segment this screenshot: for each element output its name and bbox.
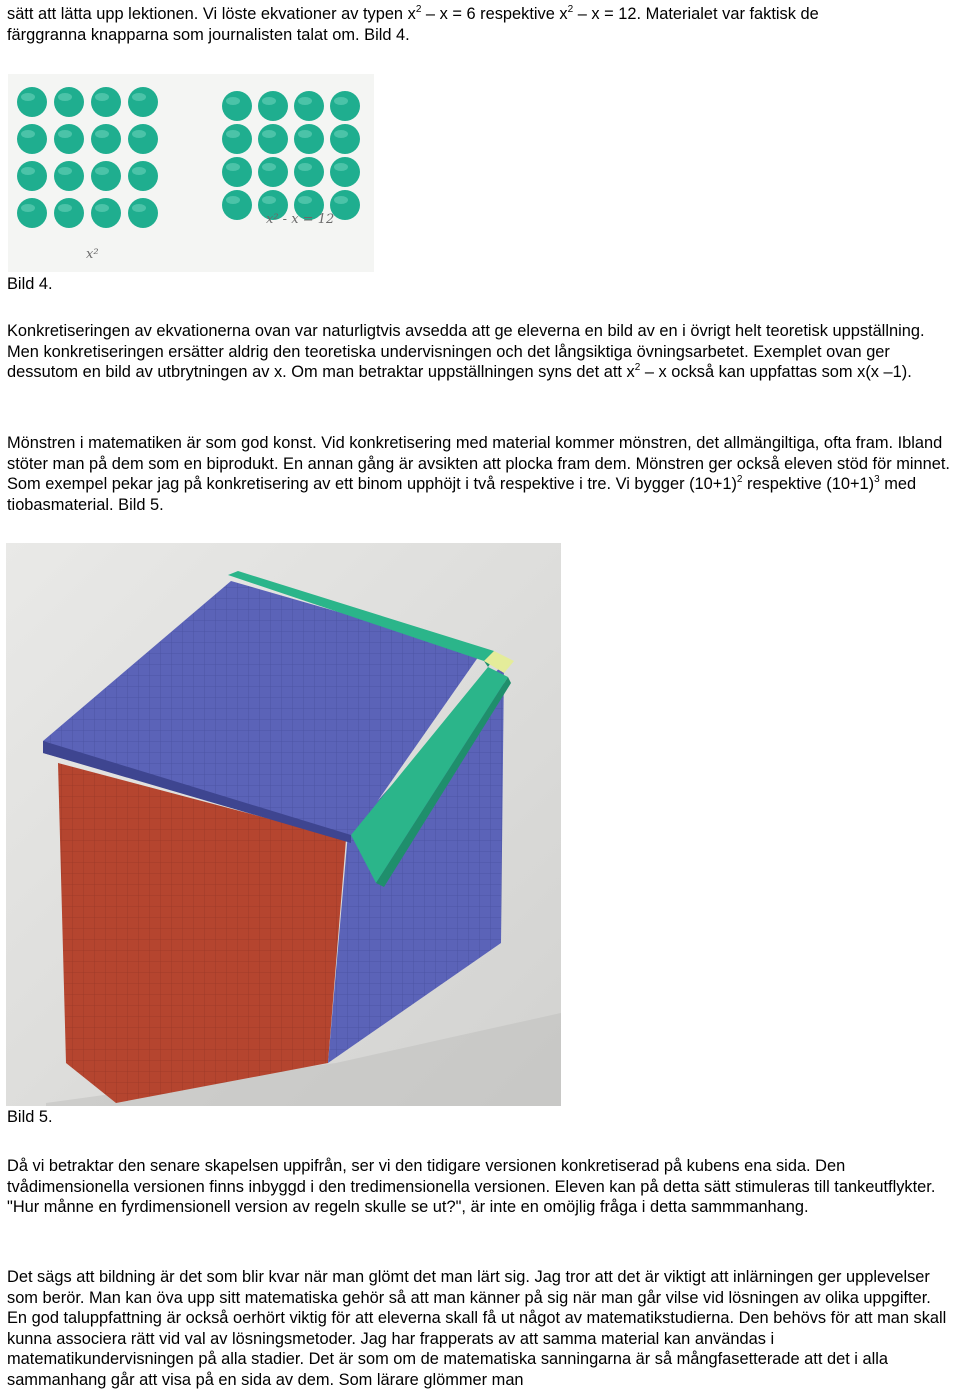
green-button (222, 124, 252, 154)
green-button (54, 124, 84, 154)
green-button (128, 87, 158, 117)
green-button-highlight (226, 196, 240, 204)
green-button (54, 87, 84, 117)
green-button-highlight (334, 130, 348, 138)
green-button (91, 198, 121, 228)
green-button (294, 91, 324, 121)
green-button-highlight (132, 93, 146, 101)
green-button-highlight (262, 130, 276, 138)
figure-4-label-right: x² - x = 12 (266, 212, 335, 227)
green-button-highlight (132, 167, 146, 175)
green-button (222, 91, 252, 121)
figure-5-cube-photo (6, 543, 561, 1106)
green-button-highlight (58, 167, 72, 175)
intro-line-1: sätt att lätta upp lektionen. Vi löste ekvationer av typen $x^2 - x = 6$ respektive $x^2 - x = 12$. Materialet var faktisk de (7, 3, 819, 23)
figure-4-buttons-photo (8, 74, 374, 272)
green-button (222, 190, 252, 220)
green-button-highlight (95, 93, 109, 101)
green-button-highlight (58, 93, 72, 101)
green-button-highlight (21, 130, 35, 138)
green-button-highlight (58, 204, 72, 212)
green-button (128, 124, 158, 154)
green-button-highlight (226, 130, 240, 138)
green-button-highlight (226, 163, 240, 171)
green-button (54, 161, 84, 191)
paragraph-2: Mönstren i matematiken är som god konst. Vid konkretisering med material kommer mönstren, det allmängiltiga, ofta fram. Ibland stöter man på dem som en biprodukt. En annan gång är avsikten att plocka fram dem. Mönstren ger också eleven stöd för minnet. Som exempel pekar jag på konkretisering av ett binom upphöjt i två respektive i tre. Vi bygger $(10+1)^2$ respektive $(10+1)^3$ med tiobasmaterial. Bild 5. (7, 434, 950, 514)
green-button-highlight (21, 167, 35, 175)
green-button-highlight (132, 204, 146, 212)
green-button-highlight (334, 196, 348, 204)
paragraph-1: Konkretiseringen av ekvationerna ovan var naturligtvis avsedda att ge eleverna en bild av en i övrigt helt teoretisk uppställning. Men konkretiseringen ersätter aldrig den teoretiska undervisningen och det långsiktiga övningsarbetet. Exemplet ovan ger dessutom en bild av utbrytningen av x. Om man betraktar uppställningen syns det att $x^2$ – x också kan uppfattas som x(x –1). (7, 322, 925, 382)
green-button-highlight (334, 97, 348, 105)
figure-5-caption: Bild 5. (7, 1108, 53, 1126)
green-button (330, 157, 360, 187)
green-button (128, 198, 158, 228)
green-button-highlight (226, 97, 240, 105)
green-button (294, 157, 324, 187)
figure-4-label-left: x² (86, 247, 99, 262)
green-button (54, 198, 84, 228)
green-button (222, 157, 252, 187)
green-button (258, 124, 288, 154)
green-button (294, 124, 324, 154)
green-button-highlight (95, 204, 109, 212)
green-button (17, 198, 47, 228)
green-button-highlight (95, 167, 109, 175)
paragraph-3: Då vi betraktar den senare skapelsen uppifrån, ser vi den tidigare versionen konkretiserad på kubens ena sida. Den tvådimensionella versionen finns inbyggd i den tredimensionella versionen. Eleven kan på detta sätt stimuleras till tankeutflykter. "Hur månne en fyrdimensionell version av regeln skulle se ut?", är inte en omöjlig fråga i detta sammmanhang. (7, 1157, 936, 1217)
green-button-highlight (21, 204, 35, 212)
green-button-highlight (262, 97, 276, 105)
intro-line-2: färggranna knapparna som journalisten talat om. Bild 4. (7, 25, 410, 44)
intro-paragraph (7, 4, 953, 45)
green-button (330, 190, 360, 220)
green-button-highlight (298, 163, 312, 171)
green-button (17, 124, 47, 154)
green-button-highlight (58, 130, 72, 138)
green-button-highlight (334, 163, 348, 171)
green-button (91, 87, 121, 117)
green-button (330, 91, 360, 121)
green-button (91, 124, 121, 154)
green-button-highlight (95, 130, 109, 138)
paragraph-4: Det sägs att bildning är det som blir kvar när man glömt det man lärt sig. Jag tror att det är viktigt att inlärningen ger upplevelser som berör. Man kan öva upp sitt matematiska gehör så att man känner på sig när man går vilse vid lösningen av olika uppgifter. En god taluppfattning är också oerhört viktig för att eleverna skall få ut något av matematikstudierna. Den behövs för att man skall kunna associera rätt vid val av lösningsmetoder. Jag har frapperats av att samma material kan användas i matematikundervisningen på alla stadier. Det är som om de matematiska sanningarna är så mångfasetterade att det i alla sammanhang går att visa på en sida av dem. Som lärare glömmer man (7, 1268, 947, 1389)
green-button-highlight (298, 97, 312, 105)
green-button-highlight (132, 130, 146, 138)
green-button-highlight (298, 130, 312, 138)
green-button-highlight (262, 163, 276, 171)
green-button-highlight (298, 196, 312, 204)
green-button (258, 157, 288, 187)
green-button (91, 161, 121, 191)
figure-4-caption: Bild 4. (7, 275, 53, 293)
green-button (17, 87, 47, 117)
green-button-highlight (262, 196, 276, 204)
green-button (258, 91, 288, 121)
green-button-highlight (21, 93, 35, 101)
green-button (17, 161, 47, 191)
green-button (128, 161, 158, 191)
green-button (330, 124, 360, 154)
